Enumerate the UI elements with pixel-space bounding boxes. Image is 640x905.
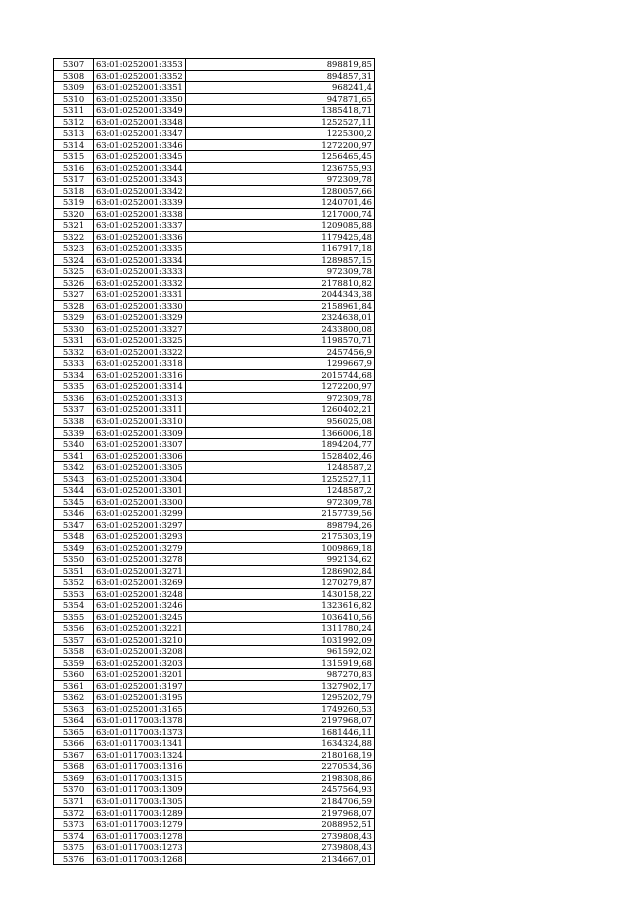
cadastral-number-cell: 63:01:0252001:3332	[94, 277, 186, 289]
table-row	[54, 323, 375, 335]
row-number-cell: 5349	[54, 542, 94, 554]
cadastral-number-cell: 63:01:0252001:3221	[94, 623, 186, 635]
row-number-cell: 5327	[54, 289, 94, 301]
cadastral-number-cell: 63:01:0252001:3352	[94, 70, 186, 82]
row-number-cell: 5366	[54, 738, 94, 750]
cadastral-number-cell: 63:01:0252001:3336	[94, 231, 186, 243]
row-number-cell: 5341	[54, 450, 94, 462]
cadastral-number-cell: 63:01:0252001:3246	[94, 600, 186, 612]
row-number-cell: 5317	[54, 174, 94, 186]
row-number-cell: 5369	[54, 772, 94, 784]
cadastral-number-cell: 63:01:0117003:1273	[94, 842, 186, 854]
value-cell: 992134,62	[186, 554, 375, 566]
table-row	[54, 116, 375, 128]
value-cell: 1749260,53	[186, 703, 375, 715]
cadastral-number-cell: 63:01:0117003:1315	[94, 772, 186, 784]
table-row	[54, 853, 375, 865]
value-cell: 1681446,11	[186, 726, 375, 738]
row-number-cell: 5330	[54, 323, 94, 335]
cadastral-number-cell: 63:01:0117003:1309	[94, 784, 186, 796]
value-cell: 2270534,36	[186, 761, 375, 773]
cadastral-number-cell: 63:01:0117003:1378	[94, 715, 186, 727]
value-cell: 1634324,88	[186, 738, 375, 750]
table-row	[54, 289, 375, 301]
row-number-cell: 5333	[54, 358, 94, 370]
value-cell: 1295202,79	[186, 692, 375, 704]
value-cell: 1894204,77	[186, 439, 375, 451]
value-cell: 1209085,88	[186, 220, 375, 232]
row-number-cell: 5344	[54, 485, 94, 497]
cadastral-number-cell: 63:01:0252001:3347	[94, 128, 186, 140]
value-cell: 2197968,07	[186, 807, 375, 819]
value-cell: 947871,65	[186, 93, 375, 105]
value-cell: 956025,08	[186, 415, 375, 427]
table-row	[54, 335, 375, 347]
row-number-cell: 5316	[54, 162, 94, 174]
value-cell: 898819,85	[186, 59, 375, 71]
table-row	[54, 358, 375, 370]
table-row	[54, 749, 375, 761]
table-row	[54, 277, 375, 289]
table-body	[54, 59, 375, 865]
value-cell: 1179425,48	[186, 231, 375, 243]
table-row	[54, 473, 375, 485]
table-row	[54, 819, 375, 831]
cadastral-number-cell: 63:01:0252001:3299	[94, 508, 186, 520]
value-cell: 894857,31	[186, 70, 375, 82]
value-cell: 1236755,93	[186, 162, 375, 174]
table-row	[54, 657, 375, 669]
value-cell: 2158961,84	[186, 300, 375, 312]
value-cell: 2324638,01	[186, 312, 375, 324]
value-cell: 1036410,56	[186, 611, 375, 623]
row-number-cell: 5357	[54, 634, 94, 646]
row-number-cell: 5372	[54, 807, 94, 819]
row-number-cell: 5308	[54, 70, 94, 82]
table-row	[54, 726, 375, 738]
table-row	[54, 588, 375, 600]
cadastral-number-cell: 63:01:0252001:3351	[94, 82, 186, 94]
value-cell: 2198308,86	[186, 772, 375, 784]
value-cell: 972309,78	[186, 266, 375, 278]
value-cell: 1225300,2	[186, 128, 375, 140]
value-cell: 2178810,82	[186, 277, 375, 289]
row-number-cell: 5350	[54, 554, 94, 566]
cadastral-number-cell: 63:01:0252001:3248	[94, 588, 186, 600]
cadastral-number-cell: 63:01:0252001:3305	[94, 462, 186, 474]
value-cell: 1272200,97	[186, 381, 375, 393]
cadastral-number-cell: 63:01:0117003:1324	[94, 749, 186, 761]
cadastral-number-cell: 63:01:0252001:3346	[94, 139, 186, 151]
row-number-cell: 5343	[54, 473, 94, 485]
table-row	[54, 554, 375, 566]
value-cell: 1248587,2	[186, 485, 375, 497]
table-row	[54, 220, 375, 232]
row-number-cell: 5355	[54, 611, 94, 623]
row-number-cell: 5356	[54, 623, 94, 635]
row-number-cell: 5321	[54, 220, 94, 232]
table-row	[54, 738, 375, 750]
row-number-cell: 5373	[54, 819, 94, 831]
table-row	[54, 439, 375, 451]
value-cell: 1009869,18	[186, 542, 375, 554]
value-cell: 2739808,43	[186, 830, 375, 842]
row-number-cell: 5351	[54, 565, 94, 577]
value-cell: 961592,02	[186, 646, 375, 658]
cadastral-number-cell: 63:01:0252001:3203	[94, 657, 186, 669]
value-cell: 2739808,43	[186, 842, 375, 854]
value-cell: 1528402,46	[186, 450, 375, 462]
cadastral-number-cell: 63:01:0117003:1341	[94, 738, 186, 750]
row-number-cell: 5310	[54, 93, 94, 105]
row-number-cell: 5353	[54, 588, 94, 600]
value-cell: 2457456,9	[186, 346, 375, 358]
row-number-cell: 5358	[54, 646, 94, 658]
table-row	[54, 715, 375, 727]
cadastral-number-cell: 63:01:0252001:3344	[94, 162, 186, 174]
value-cell: 1198570,71	[186, 335, 375, 347]
cadastral-number-cell: 63:01:0252001:3310	[94, 415, 186, 427]
value-cell: 2180168,19	[186, 749, 375, 761]
cadastral-number-cell: 63:01:0252001:3300	[94, 496, 186, 508]
table-row	[54, 369, 375, 381]
table-row	[54, 600, 375, 612]
table-row	[54, 266, 375, 278]
row-number-cell: 5360	[54, 669, 94, 681]
row-number-cell: 5328	[54, 300, 94, 312]
row-number-cell: 5315	[54, 151, 94, 163]
cadastral-number-cell: 63:01:0252001:3333	[94, 266, 186, 278]
row-number-cell: 5309	[54, 82, 94, 94]
table-row	[54, 427, 375, 439]
value-cell: 1256465,45	[186, 151, 375, 163]
cadastral-number-cell: 63:01:0252001:3269	[94, 577, 186, 589]
cadastral-number-cell: 63:01:0252001:3293	[94, 531, 186, 543]
cadastral-number-cell: 63:01:0252001:3335	[94, 243, 186, 255]
row-number-cell: 5370	[54, 784, 94, 796]
row-number-cell: 5362	[54, 692, 94, 704]
cadastral-number-cell: 63:01:0252001:3330	[94, 300, 186, 312]
value-cell: 2175303,19	[186, 531, 375, 543]
value-cell: 898794,26	[186, 519, 375, 531]
value-cell: 972309,78	[186, 496, 375, 508]
cadastral-number-cell: 63:01:0252001:3345	[94, 151, 186, 163]
table-row	[54, 59, 375, 71]
cadastral-number-cell: 63:01:0252001:3278	[94, 554, 186, 566]
row-number-cell: 5335	[54, 381, 94, 393]
row-number-cell: 5375	[54, 842, 94, 854]
table-row	[54, 680, 375, 692]
cadastral-number-cell: 63:01:0252001:3342	[94, 185, 186, 197]
table-row	[54, 462, 375, 474]
row-number-cell: 5339	[54, 427, 94, 439]
value-cell: 2457564,93	[186, 784, 375, 796]
cadastral-number-cell: 63:01:0252001:3338	[94, 208, 186, 220]
table-row	[54, 646, 375, 658]
cadastral-number-cell: 63:01:0252001:3350	[94, 93, 186, 105]
row-number-cell: 5361	[54, 680, 94, 692]
row-number-cell: 5371	[54, 796, 94, 808]
cadastral-number-cell: 63:01:0117003:1278	[94, 830, 186, 842]
cadastral-number-cell: 63:01:0252001:3314	[94, 381, 186, 393]
value-cell: 1167917,18	[186, 243, 375, 255]
value-cell: 1366006,18	[186, 427, 375, 439]
cadastral-number-cell: 63:01:0252001:3316	[94, 369, 186, 381]
row-number-cell: 5367	[54, 749, 94, 761]
table-row	[54, 346, 375, 358]
cadastral-number-cell: 63:01:0252001:3339	[94, 197, 186, 209]
table-row	[54, 772, 375, 784]
value-cell: 987270,83	[186, 669, 375, 681]
table-row	[54, 485, 375, 497]
row-number-cell: 5312	[54, 116, 94, 128]
table-row	[54, 312, 375, 324]
value-cell: 2088952,51	[186, 819, 375, 831]
table-row	[54, 784, 375, 796]
cadastral-number-cell: 63:01:0252001:3306	[94, 450, 186, 462]
cadastral-number-cell: 63:01:0117003:1305	[94, 796, 186, 808]
cadastral-number-cell: 63:01:0252001:3349	[94, 105, 186, 117]
row-number-cell: 5345	[54, 496, 94, 508]
row-number-cell: 5319	[54, 197, 94, 209]
cadastral-number-cell: 63:01:0252001:3201	[94, 669, 186, 681]
row-number-cell: 5320	[54, 208, 94, 220]
cadastral-number-cell: 63:01:0252001:3307	[94, 439, 186, 451]
table-row	[54, 300, 375, 312]
cadastral-number-cell: 63:01:0252001:3271	[94, 565, 186, 577]
table-row	[54, 82, 375, 94]
table-row	[54, 807, 375, 819]
cadastral-number-cell: 63:01:0252001:3325	[94, 335, 186, 347]
row-number-cell: 5340	[54, 439, 94, 451]
table-row	[54, 692, 375, 704]
table-row	[54, 450, 375, 462]
value-cell: 2157739,56	[186, 508, 375, 520]
row-number-cell: 5363	[54, 703, 94, 715]
value-cell: 972309,78	[186, 174, 375, 186]
table-row	[54, 542, 375, 554]
row-number-cell: 5374	[54, 830, 94, 842]
row-number-cell: 5347	[54, 519, 94, 531]
value-cell: 1315919,68	[186, 657, 375, 669]
table-row	[54, 381, 375, 393]
table-row	[54, 496, 375, 508]
table-row	[54, 703, 375, 715]
value-cell: 1311780,24	[186, 623, 375, 635]
row-number-cell: 5324	[54, 254, 94, 266]
table-row	[54, 93, 375, 105]
table-row	[54, 577, 375, 589]
value-cell: 1270279,87	[186, 577, 375, 589]
row-number-cell: 5331	[54, 335, 94, 347]
row-number-cell: 5359	[54, 657, 94, 669]
table-row	[54, 761, 375, 773]
row-number-cell: 5334	[54, 369, 94, 381]
row-number-cell: 5313	[54, 128, 94, 140]
table-row	[54, 105, 375, 117]
cadastral-number-cell: 63:01:0252001:3245	[94, 611, 186, 623]
cadastral-number-cell: 63:01:0252001:3334	[94, 254, 186, 266]
cadastral-number-cell: 63:01:0252001:3210	[94, 634, 186, 646]
row-number-cell: 5326	[54, 277, 94, 289]
table-row	[54, 519, 375, 531]
table-row	[54, 842, 375, 854]
cadastral-number-cell: 63:01:0252001:3297	[94, 519, 186, 531]
row-number-cell: 5332	[54, 346, 94, 358]
row-number-cell: 5348	[54, 531, 94, 543]
value-cell: 1289857,15	[186, 254, 375, 266]
value-cell: 1385418,71	[186, 105, 375, 117]
value-cell: 1299667,9	[186, 358, 375, 370]
cadastral-number-cell: 63:01:0252001:3322	[94, 346, 186, 358]
value-cell: 1031992,09	[186, 634, 375, 646]
table-row	[54, 185, 375, 197]
table-row	[54, 404, 375, 416]
row-number-cell: 5322	[54, 231, 94, 243]
table-row	[54, 634, 375, 646]
row-number-cell: 5314	[54, 139, 94, 151]
value-cell: 972309,78	[186, 392, 375, 404]
table-row	[54, 174, 375, 186]
cadastral-number-cell: 63:01:0117003:1289	[94, 807, 186, 819]
cadastral-number-cell: 63:01:0252001:3318	[94, 358, 186, 370]
table-row	[54, 162, 375, 174]
value-cell: 1240701,46	[186, 197, 375, 209]
value-cell: 2044343,38	[186, 289, 375, 301]
table-row	[54, 254, 375, 266]
row-number-cell: 5368	[54, 761, 94, 773]
cadastral-number-cell: 63:01:0252001:3348	[94, 116, 186, 128]
table-row	[54, 531, 375, 543]
row-number-cell: 5346	[54, 508, 94, 520]
table-row	[54, 623, 375, 635]
value-cell: 1252527,11	[186, 473, 375, 485]
table-row	[54, 830, 375, 842]
value-cell: 1248587,2	[186, 462, 375, 474]
row-number-cell: 5338	[54, 415, 94, 427]
row-number-cell: 5325	[54, 266, 94, 278]
cadastral-number-cell: 63:01:0252001:3329	[94, 312, 186, 324]
table-row	[54, 231, 375, 243]
value-cell: 1217000,74	[186, 208, 375, 220]
table-row	[54, 796, 375, 808]
value-cell: 1430158,22	[186, 588, 375, 600]
value-cell: 2184706,59	[186, 796, 375, 808]
row-number-cell: 5354	[54, 600, 94, 612]
cadastral-number-cell: 63:01:0252001:3197	[94, 680, 186, 692]
value-cell: 1252527,11	[186, 116, 375, 128]
row-number-cell: 5336	[54, 392, 94, 404]
cadastral-number-cell: 63:01:0252001:3195	[94, 692, 186, 704]
cadastral-number-cell: 63:01:0252001:3337	[94, 220, 186, 232]
row-number-cell: 5311	[54, 105, 94, 117]
table-row	[54, 392, 375, 404]
table-row	[54, 208, 375, 220]
cadastral-number-cell: 63:01:0252001:3331	[94, 289, 186, 301]
row-number-cell: 5337	[54, 404, 94, 416]
value-cell: 1272200,97	[186, 139, 375, 151]
row-number-cell: 5364	[54, 715, 94, 727]
table-row	[54, 151, 375, 163]
table-row	[54, 139, 375, 151]
table-row	[54, 128, 375, 140]
cadastral-number-cell: 63:01:0252001:3309	[94, 427, 186, 439]
value-cell: 2134667,01	[186, 853, 375, 865]
value-cell: 1260402,21	[186, 404, 375, 416]
value-cell: 2433800,08	[186, 323, 375, 335]
row-number-cell: 5307	[54, 59, 94, 71]
value-cell: 2197968,07	[186, 715, 375, 727]
row-number-cell: 5376	[54, 853, 94, 865]
value-cell: 1327902,17	[186, 680, 375, 692]
value-cell: 1323616,82	[186, 600, 375, 612]
value-cell: 1280057,66	[186, 185, 375, 197]
cadastral-number-cell: 63:01:0252001:3165	[94, 703, 186, 715]
table-row	[54, 669, 375, 681]
table-row	[54, 565, 375, 577]
cadastral-number-cell: 63:01:0117003:1316	[94, 761, 186, 773]
row-number-cell: 5352	[54, 577, 94, 589]
cadastral-number-cell: 63:01:0252001:3343	[94, 174, 186, 186]
cadastral-number-cell: 63:01:0252001:3311	[94, 404, 186, 416]
cadastral-number-cell: 63:01:0252001:3301	[94, 485, 186, 497]
row-number-cell: 5365	[54, 726, 94, 738]
table-row	[54, 243, 375, 255]
cadastral-number-cell: 63:01:0252001:3313	[94, 392, 186, 404]
row-number-cell: 5318	[54, 185, 94, 197]
cadastral-number-cell: 63:01:0252001:3304	[94, 473, 186, 485]
cadastral-number-cell: 63:01:0252001:3208	[94, 646, 186, 658]
cadastral-number-cell: 63:01:0117003:1279	[94, 819, 186, 831]
value-cell: 2015744,68	[186, 369, 375, 381]
cadastral-number-cell: 63:01:0252001:3327	[94, 323, 186, 335]
value-cell: 968241,4	[186, 82, 375, 94]
value-cell: 1286902,84	[186, 565, 375, 577]
cadastral-number-cell: 63:01:0117003:1268	[94, 853, 186, 865]
row-number-cell: 5323	[54, 243, 94, 255]
table-row	[54, 70, 375, 82]
cadastral-number-cell: 63:01:0252001:3279	[94, 542, 186, 554]
table-row	[54, 508, 375, 520]
row-number-cell: 5342	[54, 462, 94, 474]
cadastral-number-cell: 63:01:0117003:1373	[94, 726, 186, 738]
cadastral-number-cell: 63:01:0252001:3353	[94, 59, 186, 71]
table-row	[54, 611, 375, 623]
table-row	[54, 197, 375, 209]
row-number-cell: 5329	[54, 312, 94, 324]
table-row	[54, 415, 375, 427]
cadastral-value-table	[53, 58, 375, 865]
